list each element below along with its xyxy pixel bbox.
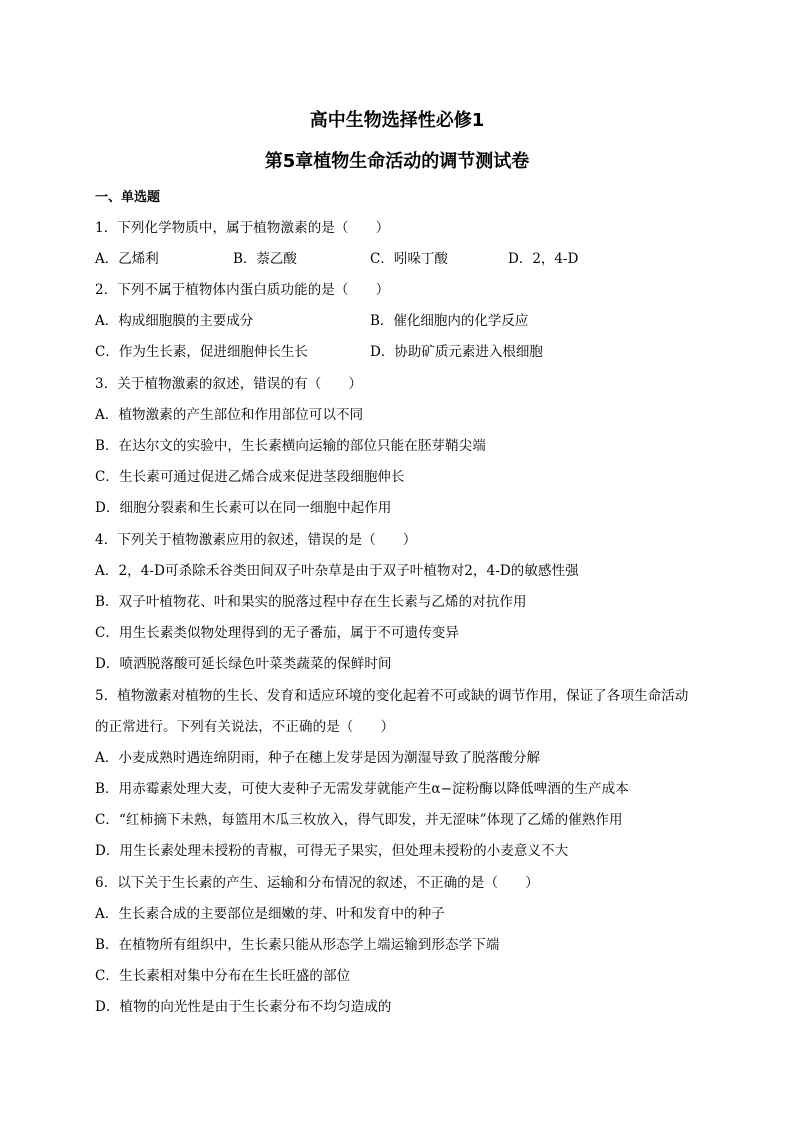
question-4-stem: 4．下列关于植物激素应用的叙述，错误的是（ ） <box>95 532 417 548</box>
question-3-option-c: C．生长素可通过促进乙烯合成来促进茎段细胞伸长 <box>95 469 405 485</box>
question-6-stem: 6．以下关于生长素的产生、运输和分布情况的叙述，不正确的是（ ） <box>95 875 539 891</box>
question-5-option-a: A．小麦成熟时遇连绵阴雨，种子在穗上发芽是因为潮湿导致了脱落酸分解 <box>95 750 541 766</box>
question-5-option-d: D．用生长素处理未授粉的青椒，可得无子果实，但处理未授粉的小麦意义不大 <box>95 843 569 859</box>
question-5-option-c: C．“红柿摘下未熟，每篮用木瓜三枚放入，得气即发，并无涩味”体现了乙烯的催熟作用 <box>95 812 623 828</box>
question-6-option-b: B．在植物所有组织中，生长素只能从形态学上端运输到形态学下端 <box>95 937 500 953</box>
question-1-option-b: B．萘乙酸 <box>233 251 297 267</box>
question-1-option-a: A．乙烯利 <box>95 251 159 267</box>
question-1-option-d: D．2，4-D <box>508 251 579 267</box>
question-2-option-c: C．作为生长素，促进细胞伸长生长 <box>95 344 308 360</box>
question-2-option-b: B．催化细胞内的化学反应 <box>370 313 529 329</box>
question-4-option-c: C．用生长素类似物处理得到的无子番茄，属于不可遗传变异 <box>95 625 460 641</box>
question-1-stem: 1．下列化学物质中，属于植物激素的是（ ） <box>95 220 390 236</box>
question-5-stem-line-2: 的正常进行。下列有关说法，不正确的是（ ） <box>95 719 395 735</box>
question-2-stem: 2．下列不属于植物体内蛋白质功能的是（ ） <box>95 282 390 298</box>
question-6-option-c: C．生长素相对集中分布在生长旺盛的部位 <box>95 968 351 984</box>
section-heading: 一、单选题 <box>95 190 161 205</box>
question-3-option-d: D．细胞分裂素和生长素可以在同一细胞中起作用 <box>95 500 392 516</box>
question-6-option-d: D．植物的向光性是由于生长素分布不均匀造成的 <box>95 999 392 1015</box>
question-4-option-d: D．喷洒脱落酸可延长绿色叶菜类蔬菜的保鲜时间 <box>95 656 392 672</box>
question-5-stem-line-1: 5．植物激素对植物的生长、发育和适应环境的变化起着不可或缺的调节作用，保证了各项生命活动 <box>95 688 689 704</box>
question-3-option-a: A．植物激素的产生部位和作用部位可以不同 <box>95 407 364 423</box>
question-3-stem: 3．关于植物激素的叙述，错误的有（ ） <box>95 376 363 392</box>
question-4-option-a: A．2，4-D可杀除禾谷类田间双子叶杂草是由于双子叶植物对2，4-D的敏感性强 <box>95 563 579 579</box>
question-2-option-d: D．协助矿质元素进入根细胞 <box>370 344 543 360</box>
question-3-option-b: B．在达尔文的实验中，生长素横向运输的部位只能在胚芽鞘尖端 <box>95 438 486 454</box>
document-title: 高中生物选择性必修1 <box>309 110 485 131</box>
question-1-option-c: C．吲哚丁酸 <box>370 251 448 267</box>
question-6-option-a: A．生长素合成的主要部位是细嫩的芽、叶和发育中的种子 <box>95 906 445 922</box>
question-4-option-b: B．双子叶植物花、叶和果实的脱落过程中存在生长素与乙烯的对抗作用 <box>95 594 527 610</box>
question-5-option-b: B．用赤霉素处理大麦，可使大麦种子无需发芽就能产生α−淀粉酶以降低啤酒的生产成本 <box>95 781 629 797</box>
document-subtitle: 第5章植物生命活动的调节测试卷 <box>264 151 530 172</box>
question-2-option-a: A．构成细胞膜的主要成分 <box>95 313 254 329</box>
